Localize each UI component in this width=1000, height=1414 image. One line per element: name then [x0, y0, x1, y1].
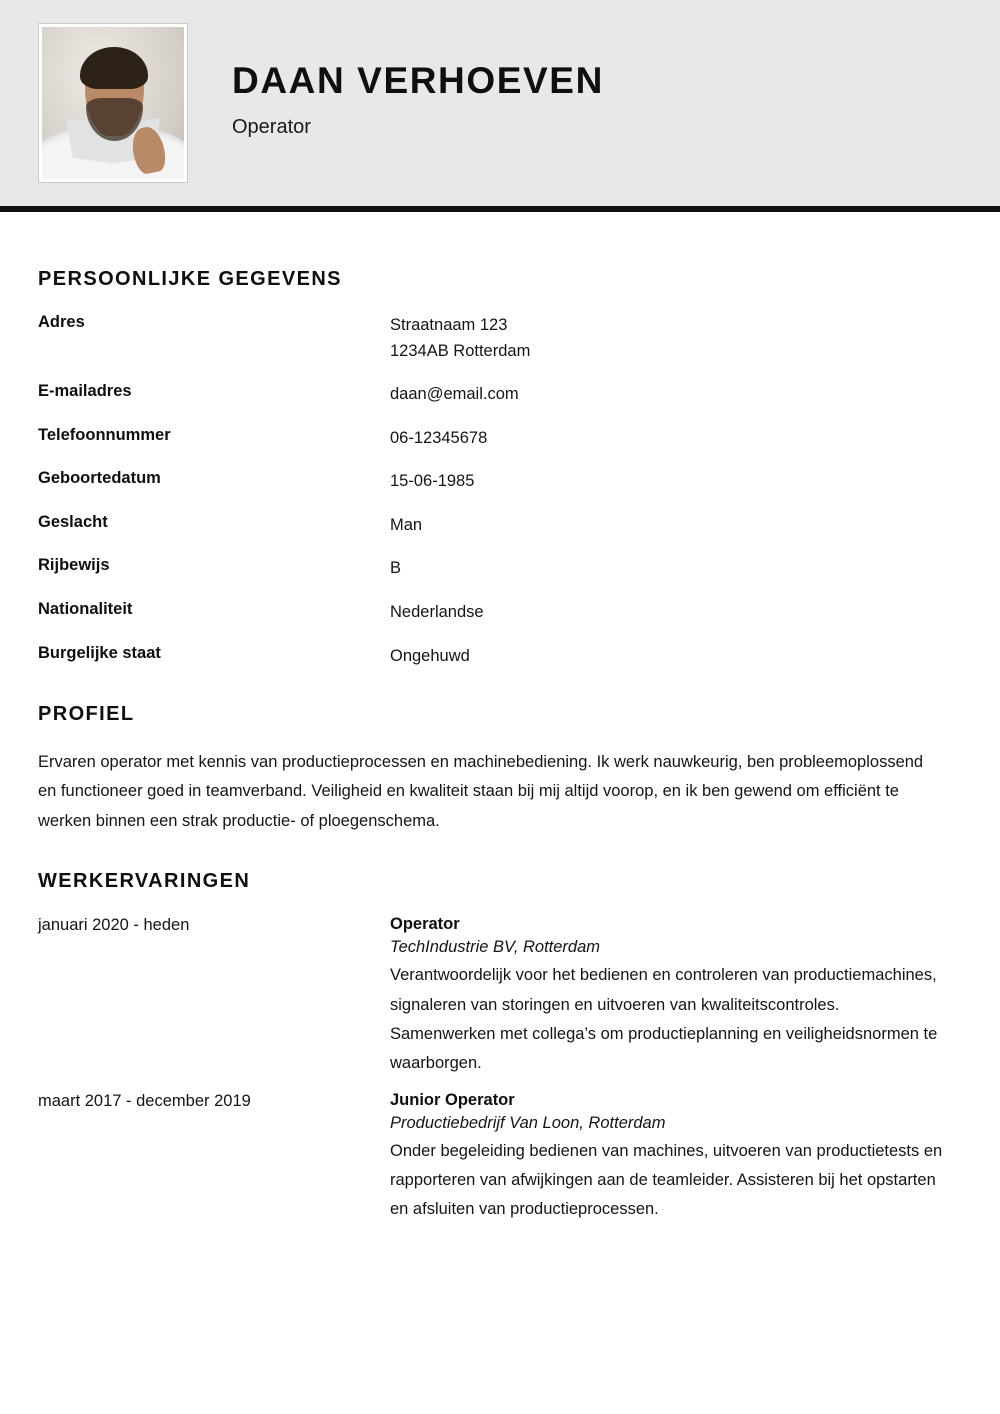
header-text-block [232, 61, 604, 145]
field-value-line: B [390, 559, 402, 578]
personal-data-row [38, 556, 946, 582]
field-label: Burgelijke staat [38, 643, 161, 662]
section-title-work-experience: WERKERVARINGEN [38, 870, 251, 893]
portrait-photo [42, 27, 184, 179]
personal-data-row [38, 600, 946, 626]
personal-data-row [38, 426, 946, 452]
field-value [390, 513, 422, 539]
field-label: Nationaliteit [38, 599, 133, 618]
experience-role: Operator [390, 915, 460, 934]
field-label: Adres [38, 313, 85, 331]
field-label: Geslacht [38, 512, 108, 531]
experience-period: maart 2017 - december 2019 [38, 1091, 251, 1110]
field-value-line: Man [390, 515, 423, 534]
experience-item [38, 1091, 946, 1225]
field-label: Telefoonnummer [38, 425, 171, 444]
avatar [38, 23, 188, 183]
field-value [390, 426, 487, 452]
field-value-line: Straatnaam 123 [390, 316, 508, 334]
field-value-line: Ongehuwd [390, 646, 470, 665]
cv-body [0, 212, 1000, 1225]
field-label: Geboortedatum [38, 469, 161, 488]
experience-description: Onder begeleiding bedienen van machines, uitvoeren van productietests en rapporteren van afwijkingen aan de teamleider. Assisteren bij het opstarten en afsluiten van productieprocessen. [390, 1141, 943, 1219]
personal-data-row [38, 644, 946, 670]
field-value-line: daan@email.com [390, 385, 519, 404]
experience-period: januari 2020 - heden [38, 916, 190, 935]
eye-right-shape [120, 82, 130, 88]
personal-data-row [38, 469, 946, 495]
field-value [390, 556, 401, 582]
profile-paragraph: Ervaren operator met kennis van productieprocessen en machinebediening. Ik werk nauwkeurig, ben probleemoplossend en functioneer goed in teamverband. Veiligheid en kwaliteit staan bij mij altijd voorop, en ik ben gewend om efficiënt te werken binnen een strak productie- of ploegenschema. [38, 753, 924, 830]
experience-description: Verantwoordelijk voor het bedienen en controleren van productiemachines, signaleren van storingen en uitvoeren van kwaliteitscontroles. Samenwerken met collega’s om productieplanning en veiligheidsnormen te waarborgen. [390, 966, 938, 1073]
experience-details [390, 1091, 946, 1225]
experience-item [38, 915, 946, 1078]
personal-data-row [38, 313, 946, 364]
section-title-profile: PROFIEL [38, 703, 135, 726]
field-value [390, 382, 519, 408]
section-work-experience [38, 870, 946, 1225]
field-value-line: 06-12345678 [390, 428, 488, 447]
section-personal-data [38, 268, 946, 669]
cv-header [0, 0, 1000, 212]
experience-role: Junior Operator [390, 1090, 515, 1109]
section-title-personal-data: PERSOONLIJKE GEGEVENS [38, 268, 342, 290]
page-title: DAAN VERHOEVEN [232, 60, 604, 102]
section-profile [38, 703, 946, 836]
field-label: Rijbewijs [38, 556, 110, 575]
field-value [390, 600, 484, 626]
personal-data-row [38, 513, 946, 539]
field-value [390, 313, 530, 364]
experience-company: TechIndustrie BV, Rotterdam [390, 938, 601, 957]
eye-left-shape [97, 82, 107, 88]
field-value [390, 644, 470, 670]
field-value-line: Nederlandse [390, 602, 484, 621]
field-value-line: 15-06-1985 [390, 472, 475, 491]
field-value-line: 1234AB Rotterdam [390, 341, 531, 360]
field-value [390, 469, 474, 495]
field-label: E-mailadres [38, 382, 132, 401]
job-title: Operator [232, 115, 311, 138]
experience-details [390, 915, 946, 1078]
personal-data-row [38, 382, 946, 408]
experience-company: Productiebedrijf Van Loon, Rotterdam [390, 1113, 666, 1132]
